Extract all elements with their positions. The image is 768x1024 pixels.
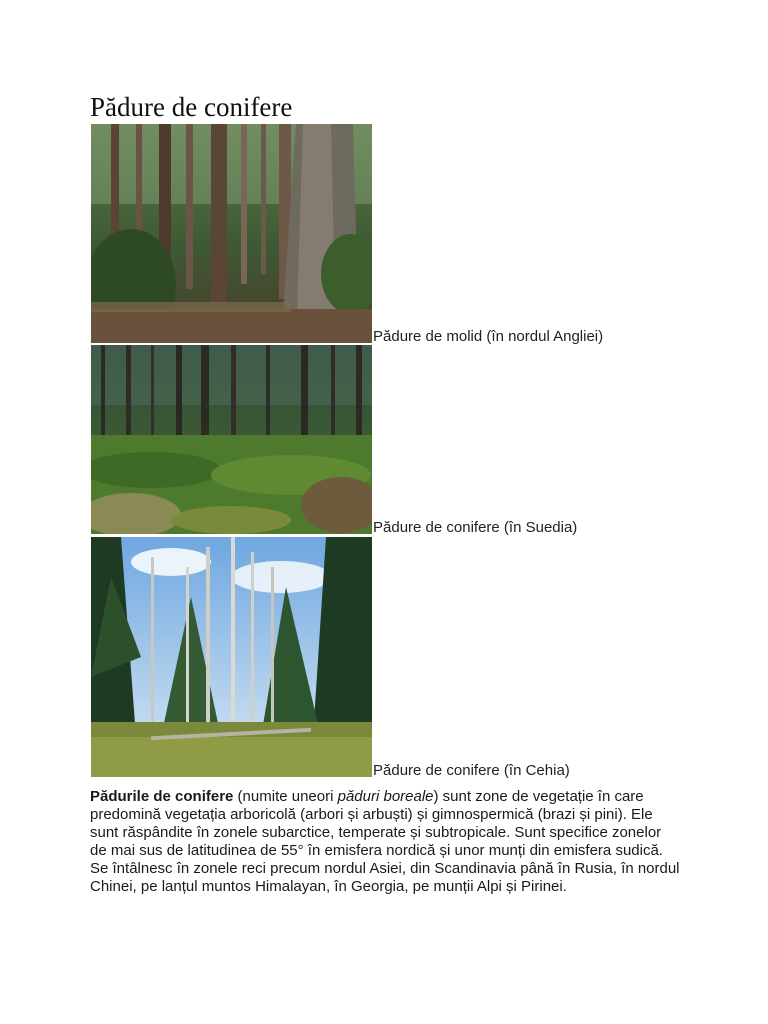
figure-image-conifer-forest-czechia xyxy=(91,537,372,777)
spruce-forest-photo xyxy=(91,124,372,343)
figure-image-spruce-forest xyxy=(91,124,372,343)
figure-caption: Pădure de conifere (în Cehia) xyxy=(373,762,570,779)
figure-image-conifer-forest-sweden xyxy=(91,345,372,534)
paragraph-text: (numite uneori xyxy=(233,788,338,805)
figure-caption: Pădure de molid (în nordul Angliei) xyxy=(373,328,604,345)
conifer-forest-moss-photo xyxy=(91,345,372,534)
body-paragraph xyxy=(90,788,680,896)
bold-term: Pădurile de conifere xyxy=(90,788,234,805)
page-title: Pădure de conifere xyxy=(90,92,293,122)
paragraph-text: ) sunt zone de vegetație în care predomină vegetația arboricolă (arbori și arbuști) și gimnospermică (brazi și pini). Ele sunt răspândite în zonele subarctice, temperate și subtropicale. Sunt specifice zonelor de mai sus de latitudinea de 55° în emisfera nordică și unor munți din emisfera sudică. Se întâlnesc în zonele reci precum nordul Asiei, din Scandinavia până în Rusia, în nordul Chinei, pe lanțul muntos Himalayan, în Georgia, pe munții Alpi și Pirinei. xyxy=(90,788,680,895)
dead-conifer-forest-photo xyxy=(91,537,372,777)
italic-term: păduri boreale xyxy=(337,788,434,805)
figure-caption: Pădure de conifere (în Suedia) xyxy=(373,519,578,536)
